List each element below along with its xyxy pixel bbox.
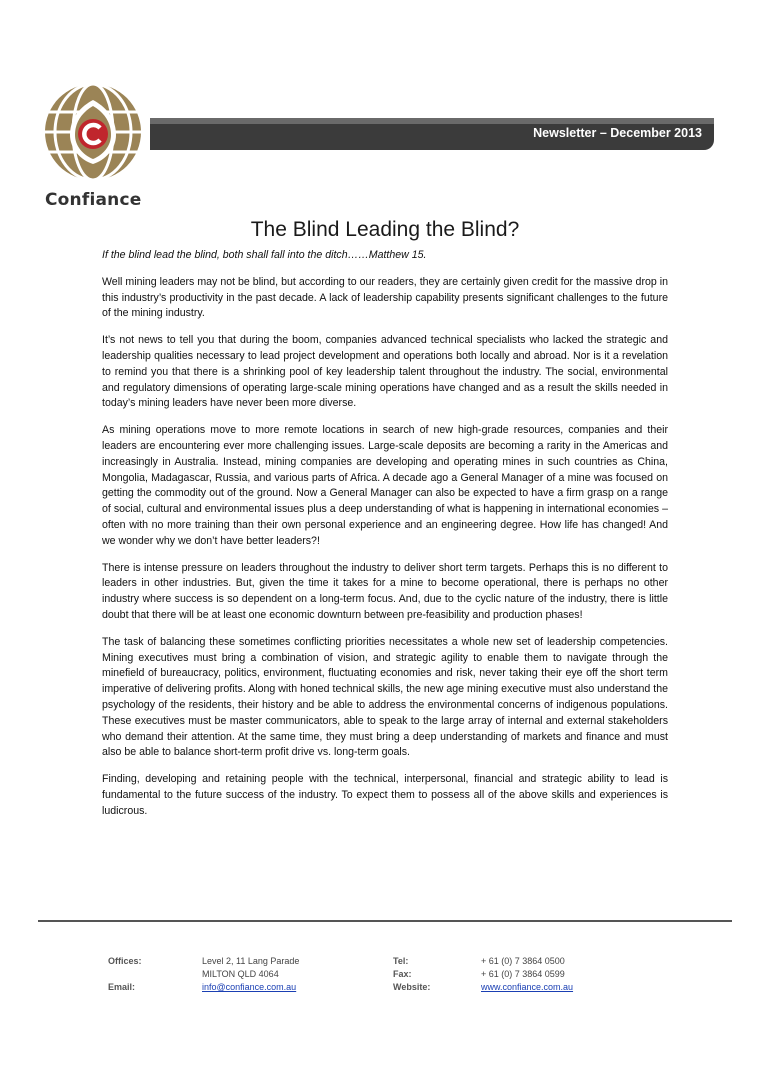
address-line-2: MILTON QLD 4064 [202, 969, 279, 979]
globe-logo-icon [38, 80, 148, 190]
footer-labels-left [108, 955, 142, 994]
paragraph: It’s not news to tell you that during the boom, companies advanced technical specialists who lacked the strategic and leadership qualities necessary to lead project development and operations both locally and abroad. Nor is it a revelation to remind you that there is a shrinking pool of key leadership talent throughout the industry. The social, environmental and regulatory dimensions of operating large-scale mining operations have changed and as a result the skills needed in today’s mining leaders have never been more diverse. [102, 334, 668, 410]
paragraph: The task of balancing these sometimes conflicting priorities necessitates a whole new set of leadership competencies. Mining executives must bring a combination of vision, and strategic agility to enable them to navigate through the minefield of bureaucracy, politics, environment, fluctuating economies and risk, never taking their eye off the short term imperative of delivering profits. Along with honed technical skills, the new age mining executive must also understand the psychology of the residents, their history and be able to address the environmental concerns of indigenous populations. These executives must be master communicators, able to speak to the large array of internal and external stakeholders who demand their attention. At the same time, they must bring a deep understanding of markets and finance and must also be able to balance short-term profit drive vs. long-term goals. [102, 635, 668, 759]
website-label: Website: [393, 982, 431, 992]
footer-labels-right [393, 955, 430, 994]
article-title: The Blind Leading the Blind? [250, 218, 520, 241]
brand-name: Confiance [45, 190, 142, 210]
newsletter-date: Newsletter – December 2013 [533, 126, 702, 140]
email-label: Email: [108, 982, 136, 992]
tel-value: + 61 (0) 7 3864 0500 [481, 956, 565, 966]
address-line-1: Level 2, 11 Lang Parade [202, 956, 300, 966]
paragraph: Finding, developing and retaining people with the technical, interpersonal, financial and strategic ability to lead is fundamental to the future success of the industry. To expect them to possess all of the above skills and experiences is ludicrous. [102, 773, 668, 817]
footer-values-right [481, 955, 573, 994]
website-link[interactable]: www.confiance.com.au [481, 982, 574, 992]
fax-label: Fax: [393, 969, 412, 979]
paragraph: Well mining leaders may not be blind, but according to our readers, they are certainly given credit for the massive drop in this industry’s productivity in the past decade. A lack of leadership capability presents significant challenges to the future of the mining industry. [102, 275, 668, 320]
article-body [102, 248, 668, 831]
paragraph: There is intense pressure on leaders throughout the industry to deliver short term targets. Perhaps this is no different to leaders in other industries. But, given the time it takes for a mine to become operational, there is perhaps no other industry where success is so dependent on a long-term focus. And, due to the cyclic nature of the industry, there is little doubt that there will be at least one economic downturn between pre-feasibility and production phases! [102, 561, 668, 621]
header-bar-highlight [150, 118, 714, 124]
email-link[interactable]: info@confiance.com.au [202, 982, 297, 992]
footer-values-left [202, 955, 299, 994]
article-quote: If the blind lead the blind, both shall fall into the ditch……Matthew 15. [102, 249, 427, 261]
newsletter-header-bar [150, 118, 714, 150]
tel-label: Tel: [393, 956, 409, 966]
offices-label: Offices: [108, 956, 142, 966]
fax-value: + 61 (0) 7 3864 0599 [481, 969, 565, 979]
paragraph: As mining operations move to more remote locations in search of new high-grade resources, companies and their leaders are encountering ever more challenging issues. Large-scale deposits are becoming a rarity in the Americas and increasingly in Australia. Instead, mining companies are developing and operating mines in such countries as China, Mongolia, Madagascar, Russia, and various parts of Africa. A decade ago a General Manager of a mine was focused on getting the commodity out of the ground. Now a General Manager can also be expected to have a firm grasp on a range of social, cultural and environmental issues plus a deep understanding of what is happening in international economies – often with no more training than their own personal experience and an engineering degree. How life has changed! And we wonder why we don’t have better leaders?! [102, 424, 668, 547]
footer-divider [38, 920, 732, 922]
